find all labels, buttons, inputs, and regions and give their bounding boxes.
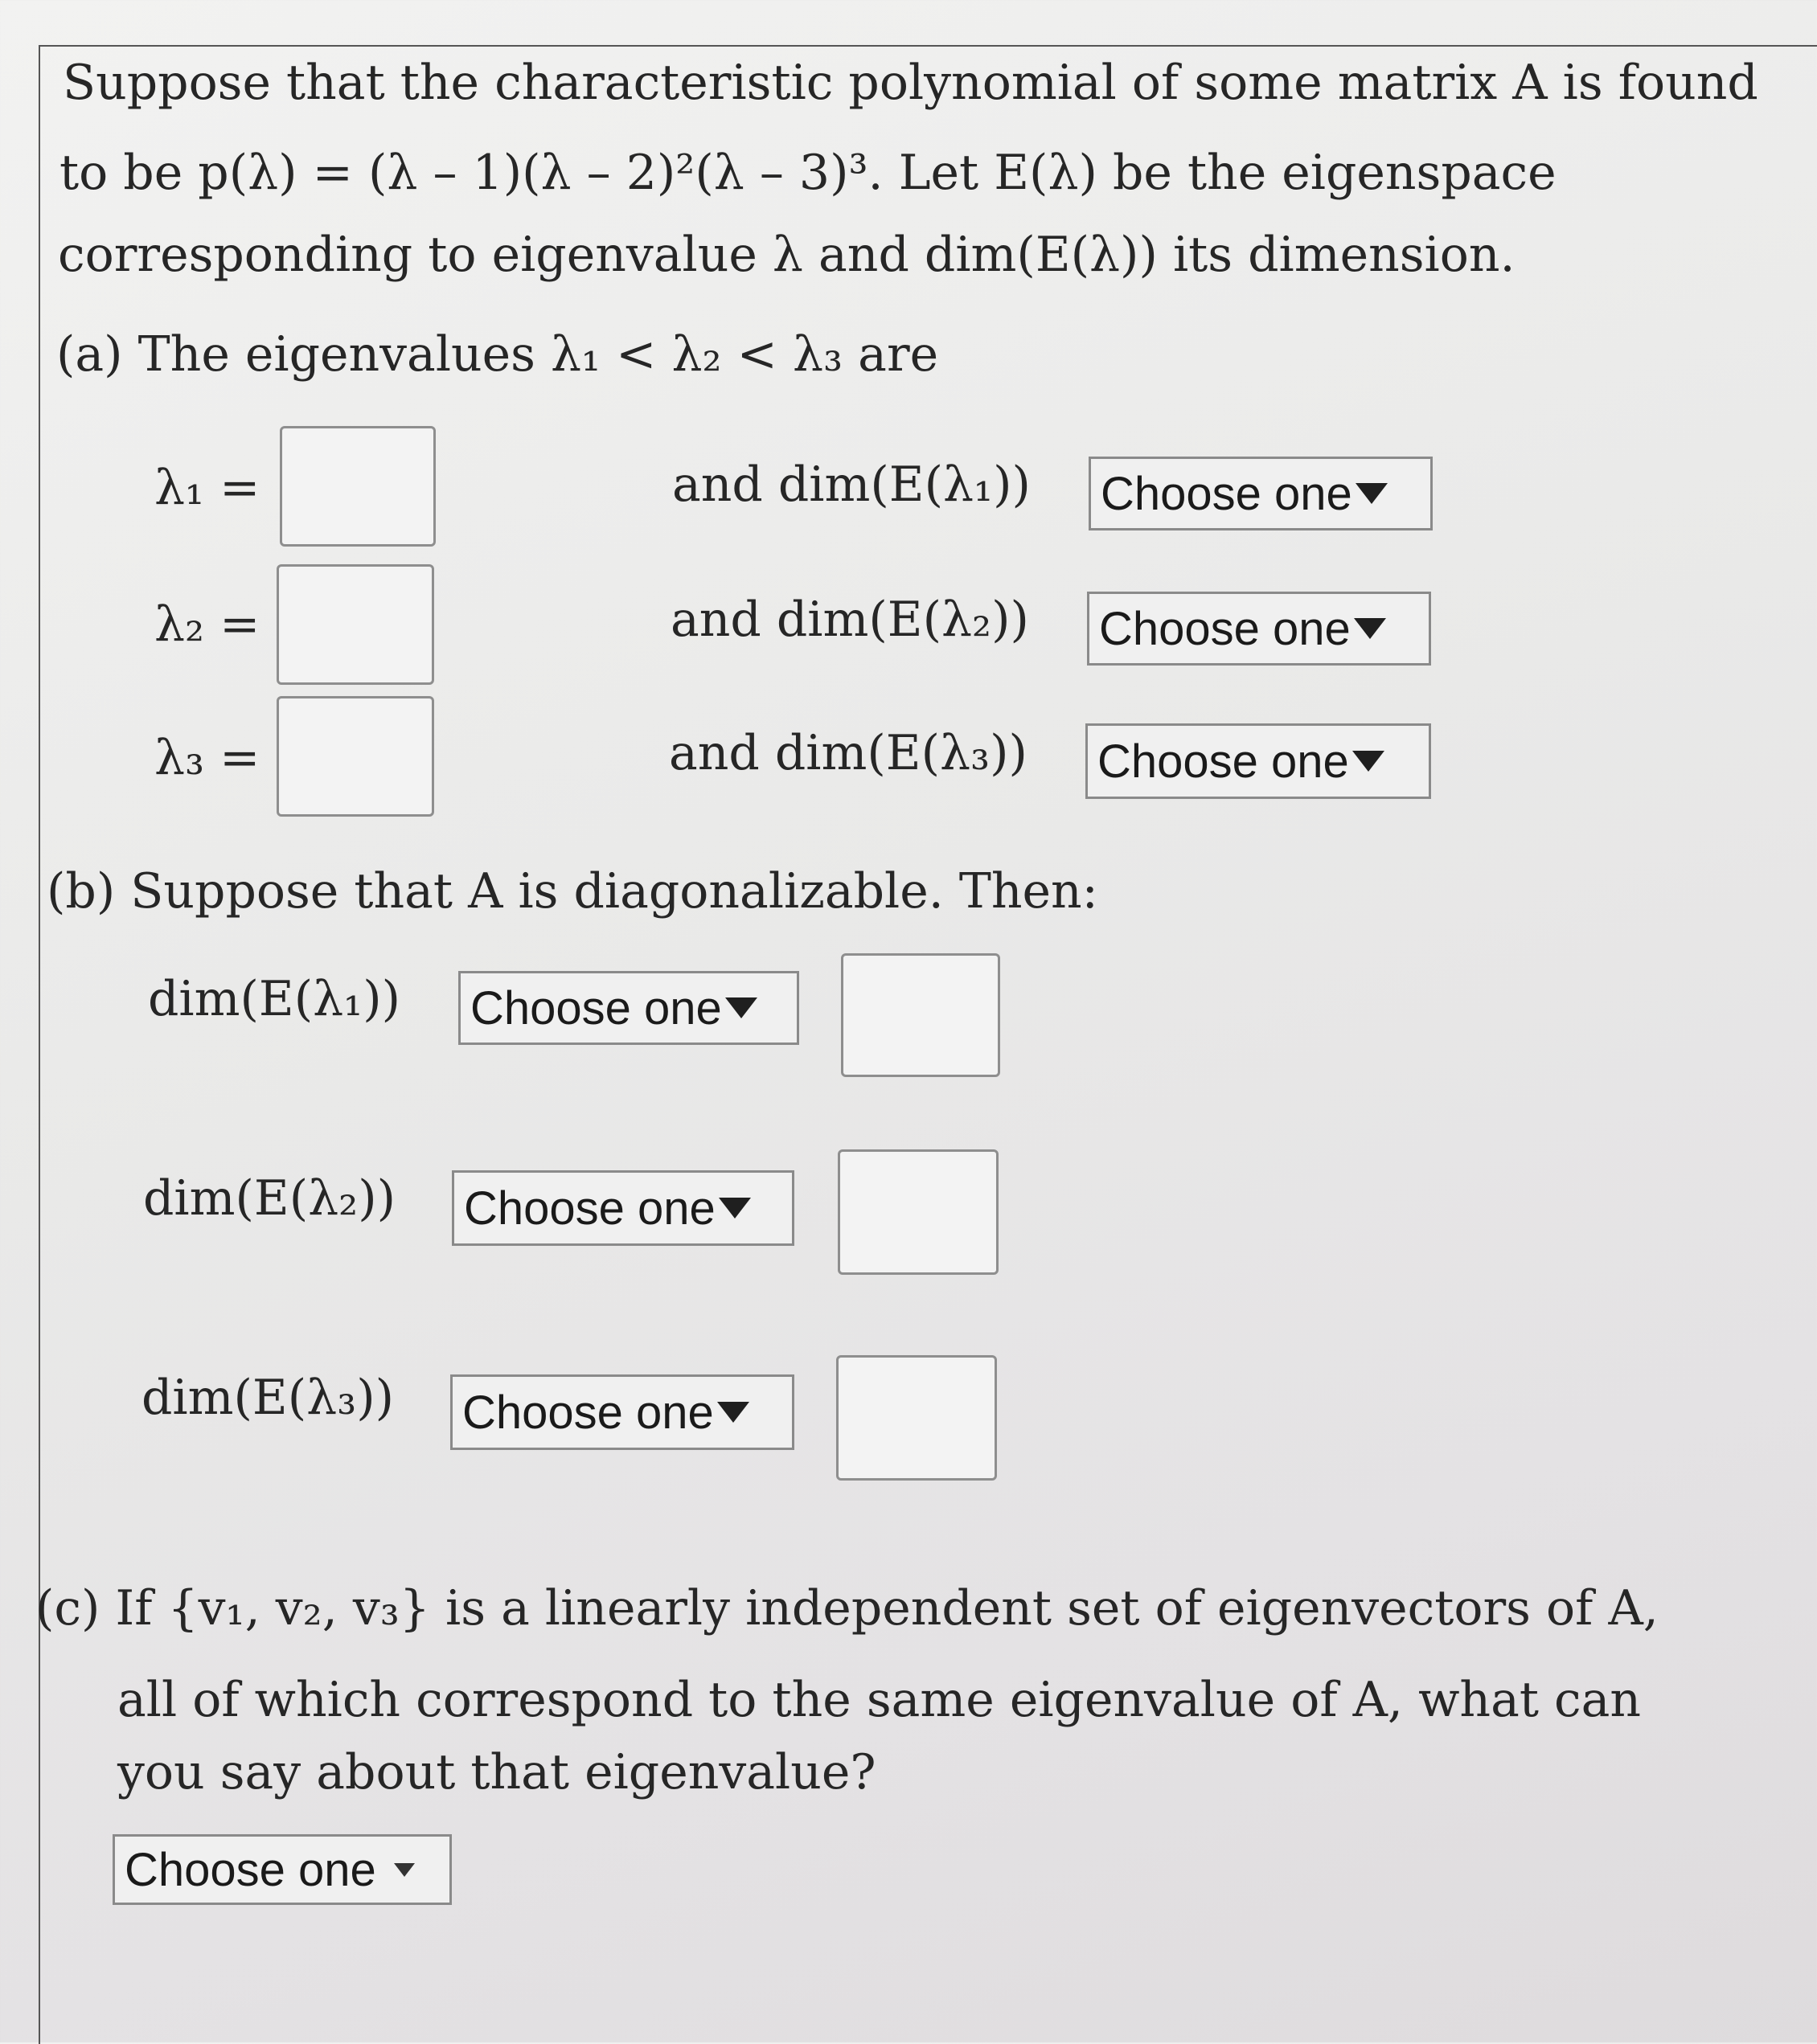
lambda2-input[interactable] [277,564,434,685]
dim-lambda2-select-b[interactable] [452,1170,794,1246]
part-c-line-1: (c) If {v₁, v₂, v₃} is a linearly independent set of eigenvectors of A, [35,1580,1659,1636]
lambda1-input[interactable] [280,426,436,547]
select-label: Choose one [464,1182,716,1235]
dropdown-arrow-icon [1354,618,1386,639]
lambda3-label: λ₃ = [154,730,260,786]
dim-lambda2-select-a[interactable] [1087,592,1431,666]
select-label: Choose one [1101,467,1352,520]
part-c-line-2: all of which correspond to the same eigenvalue of A, what can [117,1672,1642,1728]
dim-lambda1-label-b: dim(E(λ₁)) [148,971,401,1027]
select-label: Choose one [1097,735,1349,788]
intro-line-3: corresponding to eigenvalue λ and dim(E(λ)) its dimension. [58,227,1516,283]
dropdown-arrow-icon [394,1863,415,1877]
part-a-prompt: (a) The eigenvalues λ₁ < λ₂ < λ₃ are [56,326,939,383]
dropdown-arrow-icon [1356,483,1388,504]
dim-lambda2-value-input[interactable] [838,1149,999,1275]
intro-line-2: to be p(λ) = (λ – 1)(λ – 2)²(λ – 3)³. Let E(λ) be the eigenspace [59,145,1557,201]
select-label: Choose one [1099,602,1351,655]
dropdown-arrow-icon [717,1402,749,1423]
dropdown-arrow-icon [1352,751,1384,772]
dropdown-arrow-icon [719,1198,751,1219]
select-label: Choose one [462,1386,714,1439]
dim-lambda2-label-b: dim(E(λ₂)) [143,1170,396,1227]
lambda1-label: λ₁ = [154,460,260,516]
dim-lambda1-select-b[interactable] [458,971,799,1045]
dropdown-arrow-icon [725,997,757,1018]
dim-lambda3-select-b[interactable] [450,1374,794,1450]
dim-lambda3-label-b: dim(E(λ₃)) [142,1370,395,1426]
intro-line-1: Suppose that the characteristic polynomial of some matrix A is found [63,55,1758,111]
dim-lambda2-label-a: and dim(E(λ₂)) [671,592,1029,648]
dim-lambda1-value-input[interactable] [841,953,1000,1077]
lambda2-label: λ₂ = [154,596,260,653]
part-c-line-3: you say about that eigenvalue? [117,1744,876,1800]
dim-lambda1-select-a[interactable] [1089,457,1433,530]
dim-lambda1-label-a: and dim(E(λ₁)) [672,457,1031,513]
eigenvalue-conclusion-select[interactable] [113,1834,452,1905]
dim-lambda3-value-input[interactable] [836,1355,997,1481]
part-b-prompt: (b) Suppose that A is diagonalizable. Then: [47,863,1098,920]
dim-lambda3-select-a[interactable] [1085,723,1431,799]
lambda3-input[interactable] [277,696,434,817]
select-label: Choose one [125,1843,376,1896]
dim-lambda3-label-a: and dim(E(λ₃)) [669,725,1027,781]
select-label: Choose one [470,981,722,1034]
